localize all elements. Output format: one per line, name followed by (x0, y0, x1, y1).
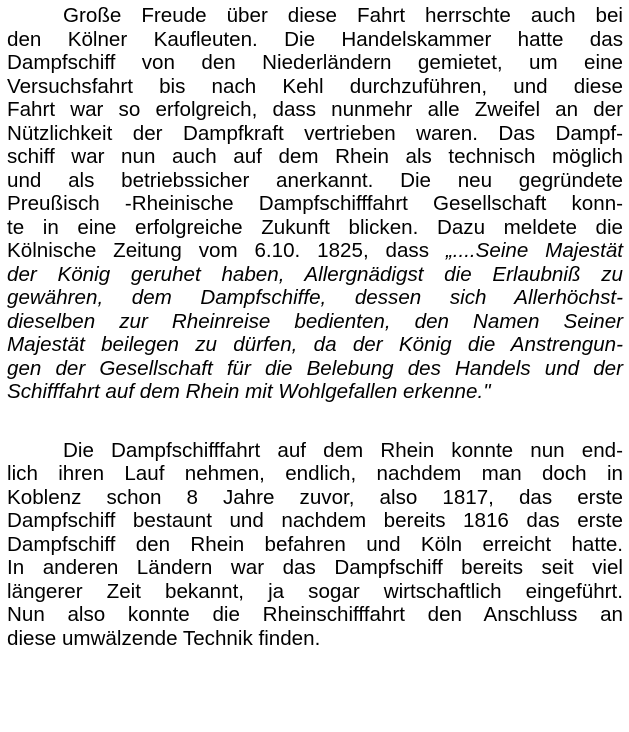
text-line: Große Freude über diese Fahrt herrschte auch bei (63, 4, 623, 27)
quote-line: dieselben zur Rheinreise bedienten, den Namen Seiner (7, 309, 623, 333)
quote-line: Schifffahrt auf dem Rhein mit Wohlgefallen erkenne." (7, 380, 491, 403)
text-line: Die Dampfschifffahrt auf dem Rhein konnte nun end- (63, 438, 623, 462)
text-line: lich ihren Lauf nehmen, endlich, nachdem man doch in (7, 462, 623, 485)
text-line: Dampfschiff bestaunt und nachdem bereits 1816 das erste (7, 509, 623, 532)
text-line: längerer Zeit bekannt, ja sogar wirtschaftlich eingeführt. (7, 579, 623, 603)
text-line: Koblenz schon 8 Jahre zuvor, also 1817, das erste (7, 485, 623, 509)
paragraph-1 (7, 4, 623, 404)
text-line: In anderen Ländern war das Dampfschiff bereits seit viel (7, 556, 623, 579)
quote-text: „....Seine Majestät (445, 239, 623, 262)
text-line: schiff war nun auch auf dem Rhein als technisch möglich (7, 145, 623, 168)
text-line: Nun also konnte die Rheinschifffahrt den Anschluss an (7, 603, 623, 626)
text-line: Fahrt war so erfolgreich, dass nunmehr alle Zweifel an der (7, 98, 623, 121)
document-page (7, 4, 623, 650)
text-line: Dampfschiff den Rhein befahren und Köln erreicht hatte. (7, 532, 623, 556)
text-line: den Kölner Kaufleuten. Die Handelskammer hatte das (7, 27, 623, 51)
text-line: diese umwälzende Technik finden. (7, 626, 321, 650)
text-line: und als betriebssicher anerkannt. Die neu gegründete (7, 168, 623, 192)
text-line: Kölnische Zeitung vom 6.10. 1825, dass „....Seine Majestät (7, 239, 623, 262)
quote-line: gewähren, dem Dampfschiffe, dessen sich Allerhöchst- (7, 286, 623, 309)
text-line: Dampfschiff von den Niederländern gemietet, um eine (7, 51, 623, 74)
quote-line: der König geruhet haben, Allergnädigst die Erlaubniß zu (7, 262, 623, 286)
paragraph-2 (7, 439, 623, 651)
text-line: Nützlichkeit der Dampfkraft vertrieben waren. Das Dampf- (7, 121, 623, 145)
text-line: te in eine erfolgreiche Zukunft blicken. Dazu meldete die (7, 215, 623, 239)
quote-line: Majestät beilegen zu dürfen, da der König die Anstrengun- (7, 333, 623, 356)
paragraph-spacer (7, 404, 623, 439)
quote-line: gen der Gesellschaft für die Belebung des Handels und der (7, 356, 623, 380)
text-line: Versuchsfahrt bis nach Kehl durchzuführen, und diese (7, 74, 623, 98)
text-line: Preußisch -Rheinische Dampfschifffahrt Gesellschaft konn- (7, 192, 623, 215)
